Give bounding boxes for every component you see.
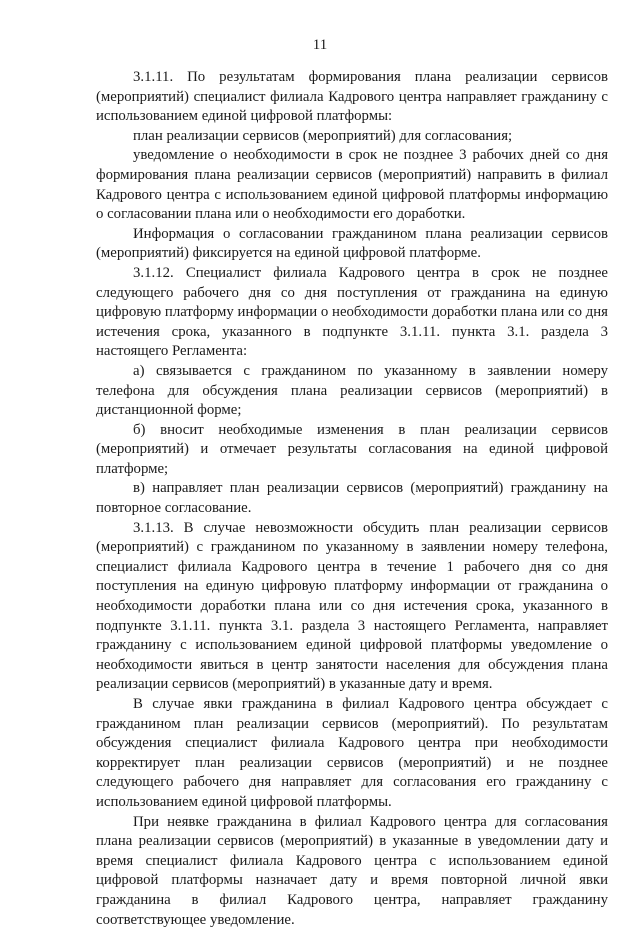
document-body (96, 68, 608, 930)
list-item-b: б) вносит необходимые изменения в план реализации сервисов (мероприятий) и отмечает результаты согласования на единой цифровой платформе; (96, 421, 608, 477)
list-item-plan: план реализации сервисов (мероприятий) для согласования; (133, 127, 513, 144)
paragraph-approval-info: Информация о согласовании гражданином плана реализации сервисов (мероприятий) фиксируется на единой цифровой платформе. (96, 225, 608, 262)
page-number: 11 (312, 37, 328, 53)
list-item-a: а) связывается с гражданином по указанному в заявлении номеру телефона для обсуждения плана реализации сервисов (мероприятий) в дистанционной форме; (96, 362, 608, 419)
paragraph-attendance: В случае явки гражданина в филиал Кадрового центра обсуждает с гражданином план реализации сервисов (мероприятий). По результатам обсуждения специалист филиала Кадрового центра при необходимости корректирует план реализации сервисов (мероприятий) и не позднее следующего рабочего дня направляет для согласования его гражданину с использованием единой цифровой платформы. (96, 696, 608, 810)
paragraph-3-1-13: 3.1.13. В случае невозможности обсудить план реализации сервисов (мероприятий) с гражданином по указанному в заявлении номеру телефона, специалист филиала Кадрового центра в течение 1 рабочего дня со дня поступления на единую цифровую платформу информации от гражданина о необходимости доработки плана или со дня истечения срока, указанного в подпункте 3.1.11. пункта 3.1. раздела 3 настоящего Регламента, направляет гражданину с использованием единой цифровой платформы уведомление о необходимости явиться в центр занятости населения для обсуждения плана реализации сервисов (мероприятий) в указанные дату и время. (96, 519, 608, 693)
paragraph-non-attendance: При неявке гражданина в филиал Кадрового центра для согласования плана реализации сервисов (мероприятий) в указанные в уведомлении дату и время специалист филиала Кадрового центра с использованием единой цифровой платформы назначает дату и время повторной личной явки гражданина в филиал Кадрового центра, направляет гражданину соответствующее уведомление. (96, 813, 608, 928)
paragraph-3-1-11: 3.1.11. По результатам формирования плана реализации сервисов (мероприятий) специалист филиала Кадрового центра направляет гражданину с использованием единой цифровой платформы: (96, 69, 608, 125)
list-item-notification: уведомление о необходимости в срок не позднее 3 рабочих дней со дня формирования плана реализации сервисов (мероприятий) направить в филиал Кадрового центра с использованием единой цифровой платформы информацию о согласовании плана или о необходимости его доработки. (96, 147, 608, 223)
list-item-c: в) направляет план реализации сервисов (мероприятий) гражданину на повторное согласование. (96, 480, 608, 517)
paragraph-3-1-12: 3.1.12. Специалист филиала Кадрового центра в срок не позднее следующего рабочего дня со дня поступления от гражданина на единую цифровую платформу информации о необходимости доработки плана или со дня истечения срока, указанного в подпункте 3.1.11. пункта 3.1. раздела 3 настоящего Регламента: (96, 264, 608, 360)
